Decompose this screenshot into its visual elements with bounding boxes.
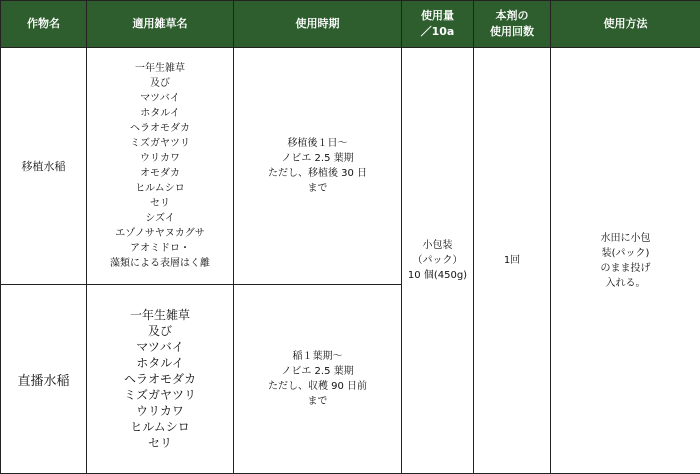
header-crop: 作物名	[1, 1, 87, 48]
weed-name: ヘラオモダカ	[87, 371, 233, 387]
weed-name: ホタルイ	[87, 355, 233, 371]
weed-name: ミズガヤツリ	[87, 387, 233, 403]
weed-name: ウリカワ	[87, 403, 233, 419]
method-cell	[551, 48, 700, 474]
weed-name: ヒルムシロ	[87, 419, 233, 435]
weed-name: マツバイ	[87, 91, 233, 106]
weed-name: ヒルムシロ	[87, 181, 233, 196]
weeds-cell-direct-seeded	[87, 285, 234, 474]
timing-line: ノビエ 2.5 葉期	[234, 151, 401, 166]
times-cell: 1回	[474, 48, 551, 474]
weed-name: ヘラオモダカ	[87, 121, 233, 136]
amount-line: 小包装	[402, 238, 473, 253]
weed-name: ウリカワ	[87, 151, 233, 166]
timing-cell-direct-seeded	[234, 285, 402, 474]
timing-line: 稲１葉期～	[234, 349, 401, 364]
weed-name: 一年生雑草	[87, 307, 233, 323]
weed-name: 及び	[87, 76, 233, 91]
method-line: 水田に小包	[551, 231, 700, 246]
weeds-cell-transplanted	[87, 48, 234, 285]
header-weeds: 適用雑草名	[87, 1, 234, 48]
timing-line: ただし、移植後 30 日	[234, 166, 401, 181]
header-times	[474, 1, 551, 48]
weed-name: 及び	[87, 323, 233, 339]
weed-name: シズイ	[87, 211, 233, 226]
method-line: 入れる。	[551, 276, 700, 291]
amount-cell	[402, 48, 474, 474]
method-line: のまま投げ	[551, 261, 700, 276]
weed-name: セリ	[87, 435, 233, 451]
crop-cell-direct-seeded: 直播水稲	[1, 285, 87, 474]
amount-line: （パック）	[402, 253, 473, 268]
header-times-line2: 使用回数	[474, 24, 550, 40]
timing-line: ノビエ 2.5 葉期	[234, 364, 401, 379]
header-times-line1: 本剤の	[474, 8, 550, 24]
crop-cell-transplanted: 移植水稲	[1, 48, 87, 285]
timing-cell-transplanted	[234, 48, 402, 285]
timing-line: 移植後１日～	[234, 136, 401, 151]
table-row-transplanted-rice	[1, 48, 700, 285]
header-row	[1, 1, 700, 48]
weed-name: ホタルイ	[87, 106, 233, 121]
weed-name: 藻類による表層はく離	[87, 256, 233, 271]
method-line: 装(パック)	[551, 246, 700, 261]
amount-line: 10 個(450g)	[402, 268, 473, 283]
weed-name: ミズガヤツリ	[87, 136, 233, 151]
weed-name: オモダカ	[87, 166, 233, 181]
weed-name: アオミドロ・	[87, 241, 233, 256]
header-amount-line1: 使用量	[402, 8, 473, 24]
header-method: 使用方法	[551, 1, 700, 48]
weed-name: マツバイ	[87, 339, 233, 355]
header-timing: 使用時期	[234, 1, 402, 48]
timing-line: まで	[234, 394, 401, 409]
weed-name: エゾノサヤヌカグサ	[87, 226, 233, 241]
weed-name: 一年生雑草	[87, 61, 233, 76]
timing-line: ただし、収穫 90 日前	[234, 379, 401, 394]
timing-line: まで	[234, 181, 401, 196]
header-amount-line2: ／10a	[402, 24, 473, 40]
weed-name: セリ	[87, 196, 233, 211]
header-amount	[402, 1, 474, 48]
